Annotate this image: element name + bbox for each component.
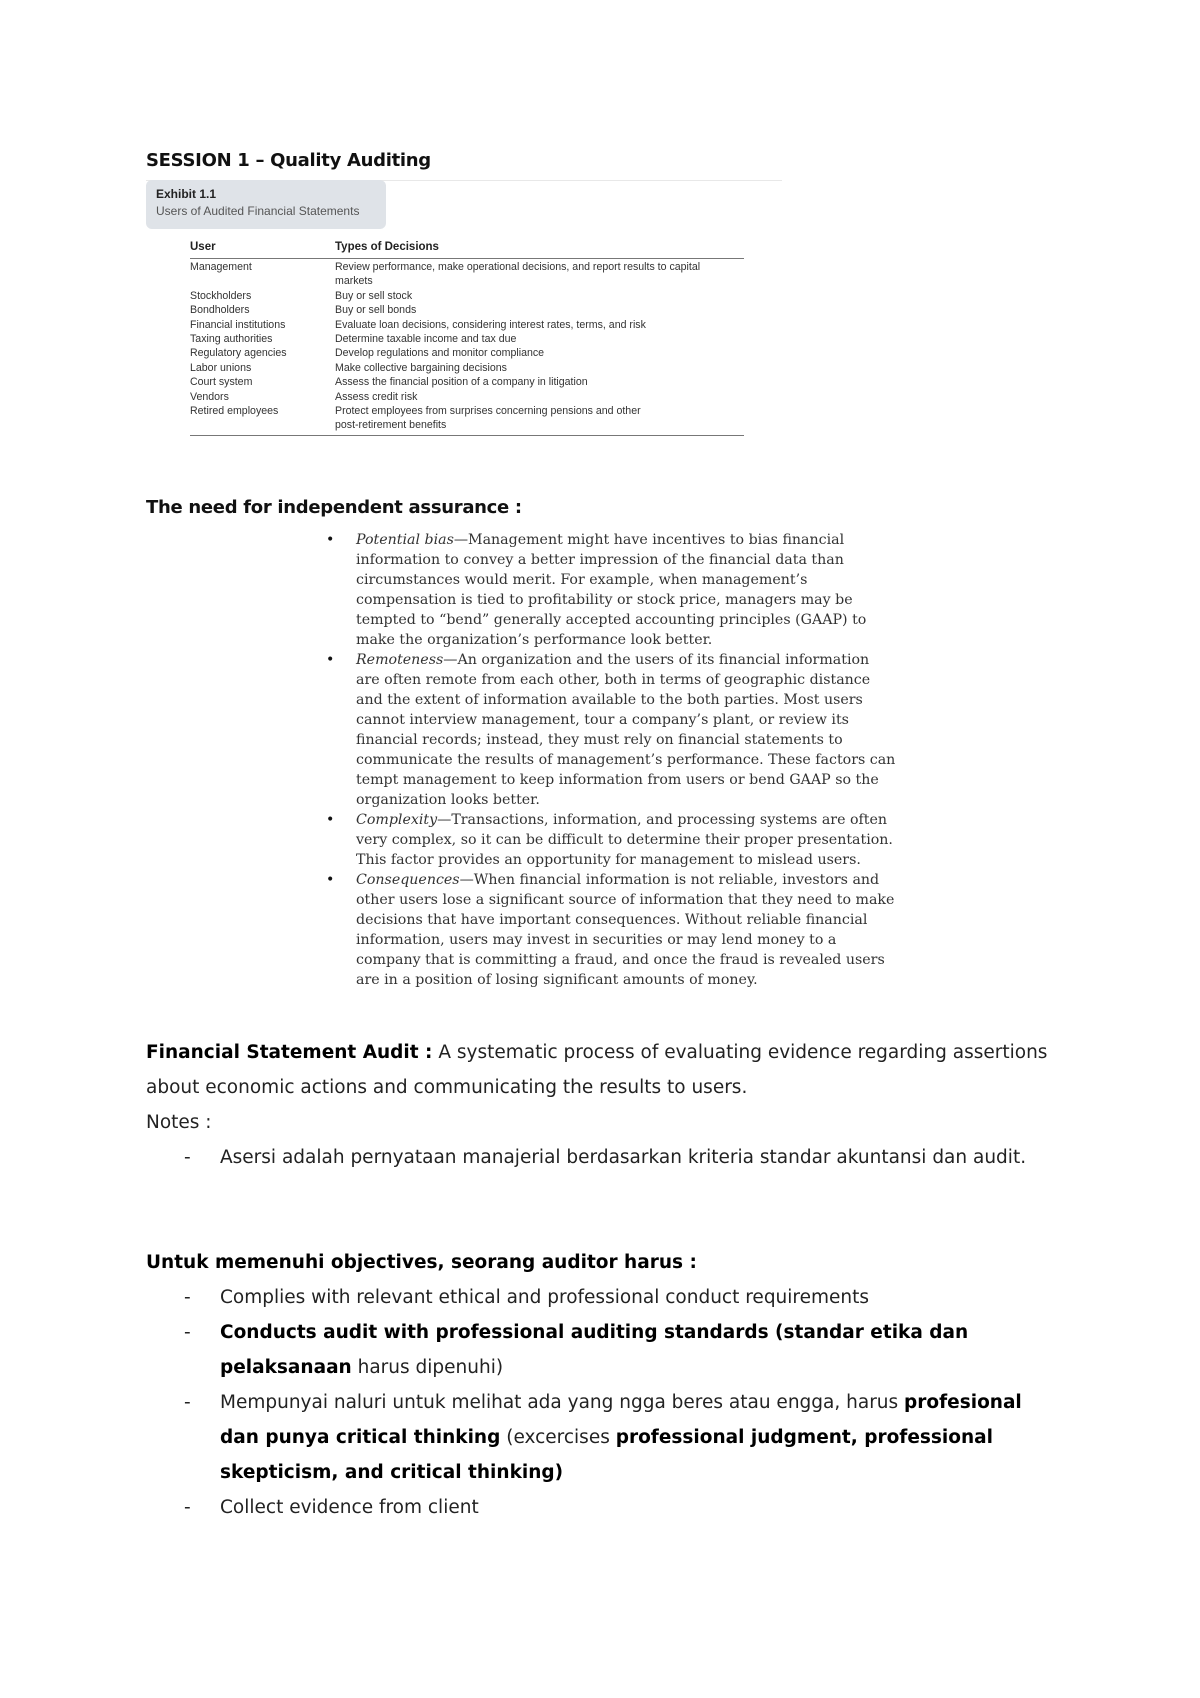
need-bullet-list (326, 530, 896, 990)
need-heading: The need for independent assurance : (146, 497, 522, 518)
col-user-header: User (190, 241, 216, 253)
table-body (190, 259, 744, 433)
notes-label: Notes : (146, 1112, 212, 1133)
decision-cell: Evaluate loan decisions, considering interest rates, terms, and risk (335, 318, 646, 331)
user-cell: Bondholders (190, 304, 250, 317)
objective-text: (excercises (500, 1427, 616, 1448)
user-cell: Vendors (190, 390, 229, 403)
decision-cell: Assess the financial position of a company in litigation (335, 376, 588, 389)
table-row (190, 361, 744, 375)
user-cell: Labor unions (190, 361, 252, 374)
table-rule-bottom (190, 435, 744, 436)
bullet-item (326, 810, 896, 870)
user-cell: Stockholders (190, 289, 252, 302)
table-row (190, 375, 744, 389)
bullet-term: Potential bias (356, 532, 454, 548)
dash-marker: - (184, 1392, 191, 1413)
objectives-heading (146, 1245, 1066, 1280)
dash-marker: - (184, 1497, 191, 1518)
bullet-term: Complexity (356, 812, 438, 828)
user-cell: Management (190, 261, 252, 273)
fsa-definition (146, 1035, 1066, 1105)
user-cell: Regulatory agencies (190, 347, 287, 360)
exhibit-number: Exhibit 1.1 (156, 187, 217, 201)
objective-bold-text: professional judgment, professional skepticism, and critical thinking) (220, 1427, 993, 1483)
notes-list (146, 1140, 1066, 1175)
table-row (190, 260, 744, 274)
note-text: Asersi adalah pernyataan manajerial berdasarkan kriteria standar akuntansi dan audit. (220, 1147, 1027, 1168)
exhibit-caption: Users of Audited Financial Statements (156, 204, 360, 218)
bullet-item (326, 530, 896, 650)
objective-bold-text: Conducts audit with professional auditing standards (standar etika dan pelaksanaan (220, 1322, 969, 1378)
table-row-continuation (190, 418, 744, 432)
user-cell: Court system (190, 376, 253, 389)
objectives-list (146, 1280, 1066, 1525)
empty-cell (190, 418, 335, 432)
decision-cell: Make collective bargaining decisions (335, 361, 507, 374)
decision-cell: Review performance, make operational decisions, and report results to capital (335, 261, 701, 273)
bullet-term: Consequences (356, 872, 460, 888)
decision-cell: Assess credit risk (335, 390, 418, 403)
objective-bold-text: profesional dan punya critical thinking (220, 1392, 1022, 1448)
table-row (190, 390, 744, 404)
objectives-heading-text: Untuk memenuhi objectives, seorang auditor harus : (146, 1252, 697, 1273)
user-cell: Taxing authorities (190, 333, 273, 346)
table-row (190, 289, 744, 303)
list-item (146, 1385, 1066, 1490)
list-item (146, 1280, 1066, 1315)
users-table (190, 236, 744, 436)
bullet-text: —When financial information is not reliable, investors and other users lose a significant source of information that they need to make decisions that have important consequences. Without reliable financial information, users may invest in securities or may lend money to a company that is committing a fraud, and once the fraud is revealed users are in a position of losing significant amounts of money. (356, 872, 895, 988)
table-row (190, 346, 744, 360)
dash-marker: - (184, 1322, 191, 1343)
decision-cell: Buy or sell bonds (335, 304, 417, 317)
objective-text: Collect evidence from client (220, 1497, 479, 1518)
user-cell: Retired employees (190, 405, 279, 418)
list-item (146, 1490, 1066, 1525)
table-row (190, 318, 744, 332)
objective-text: harus dipenuhi) (351, 1357, 504, 1378)
decision-cell: Protect employees from surprises concerning pensions and other (335, 405, 641, 418)
dash-marker: - (184, 1147, 191, 1168)
bullet-item (326, 650, 896, 810)
list-item (146, 1140, 1066, 1175)
fsa-definition-text: A systematic process of evaluating evidence regarding assertions about economic actions and communicating the results to users. (146, 1042, 1048, 1098)
bullet-item (326, 870, 896, 990)
bullet-term: Remoteness (356, 652, 444, 668)
table-row (190, 332, 744, 346)
list-item (146, 1315, 1066, 1385)
col-decisions-header: Types of Decisions (335, 241, 439, 253)
objective-text: Mempunyai naluri untuk melihat ada yang ngga beres atau engga, harus (220, 1392, 905, 1413)
decision-cell-continued: markets (335, 275, 373, 288)
decision-cell: Buy or sell stock (335, 289, 413, 302)
user-cell: Financial institutions (190, 318, 286, 331)
decision-cell-continued: post-retirement benefits (335, 419, 447, 432)
table-row (190, 404, 744, 418)
page-title: SESSION 1 – Quality Auditing (146, 150, 431, 171)
table-row-continuation (190, 274, 744, 288)
bullet-text: —Management might have incentives to bias financial information to convey a better impression of the financial data than circumstances would merit. For example, when management’s compensation is tied to profitability or stock price, managers may be tempted to “bend” generally accepted accounting principles (GAAP) to make the organization’s performance look better. (356, 532, 867, 648)
fsa-term: Financial Statement Audit : (146, 1042, 433, 1063)
table-header (190, 236, 744, 258)
decision-cell: Develop regulations and monitor compliance (335, 347, 545, 360)
objective-text: Complies with relevant ethical and professional conduct requirements (220, 1287, 870, 1308)
dash-marker: - (184, 1287, 191, 1308)
bullet-text: —Transactions, information, and processing systems are often very complex, so it can be difficult to determine their proper presentation. This factor provides an opportunity for management to mislead users. (356, 812, 893, 868)
exhibit-label (146, 180, 386, 229)
decision-cell: Determine taxable income and tax due (335, 333, 517, 346)
bullet-text: —An organization and the users of its financial information are often remote from each other, both in terms of geographic distance and the extent of information available to the both parties. Most users cannot interview management, tour a company’s plant, or review its financial records; instead, they must rely on financial statements to communicate the results of management’s performance. These factors can tempt management to keep information from users or bend GAAP so the organization looks better. (356, 652, 896, 808)
table-row (190, 303, 744, 317)
empty-cell (190, 274, 335, 288)
